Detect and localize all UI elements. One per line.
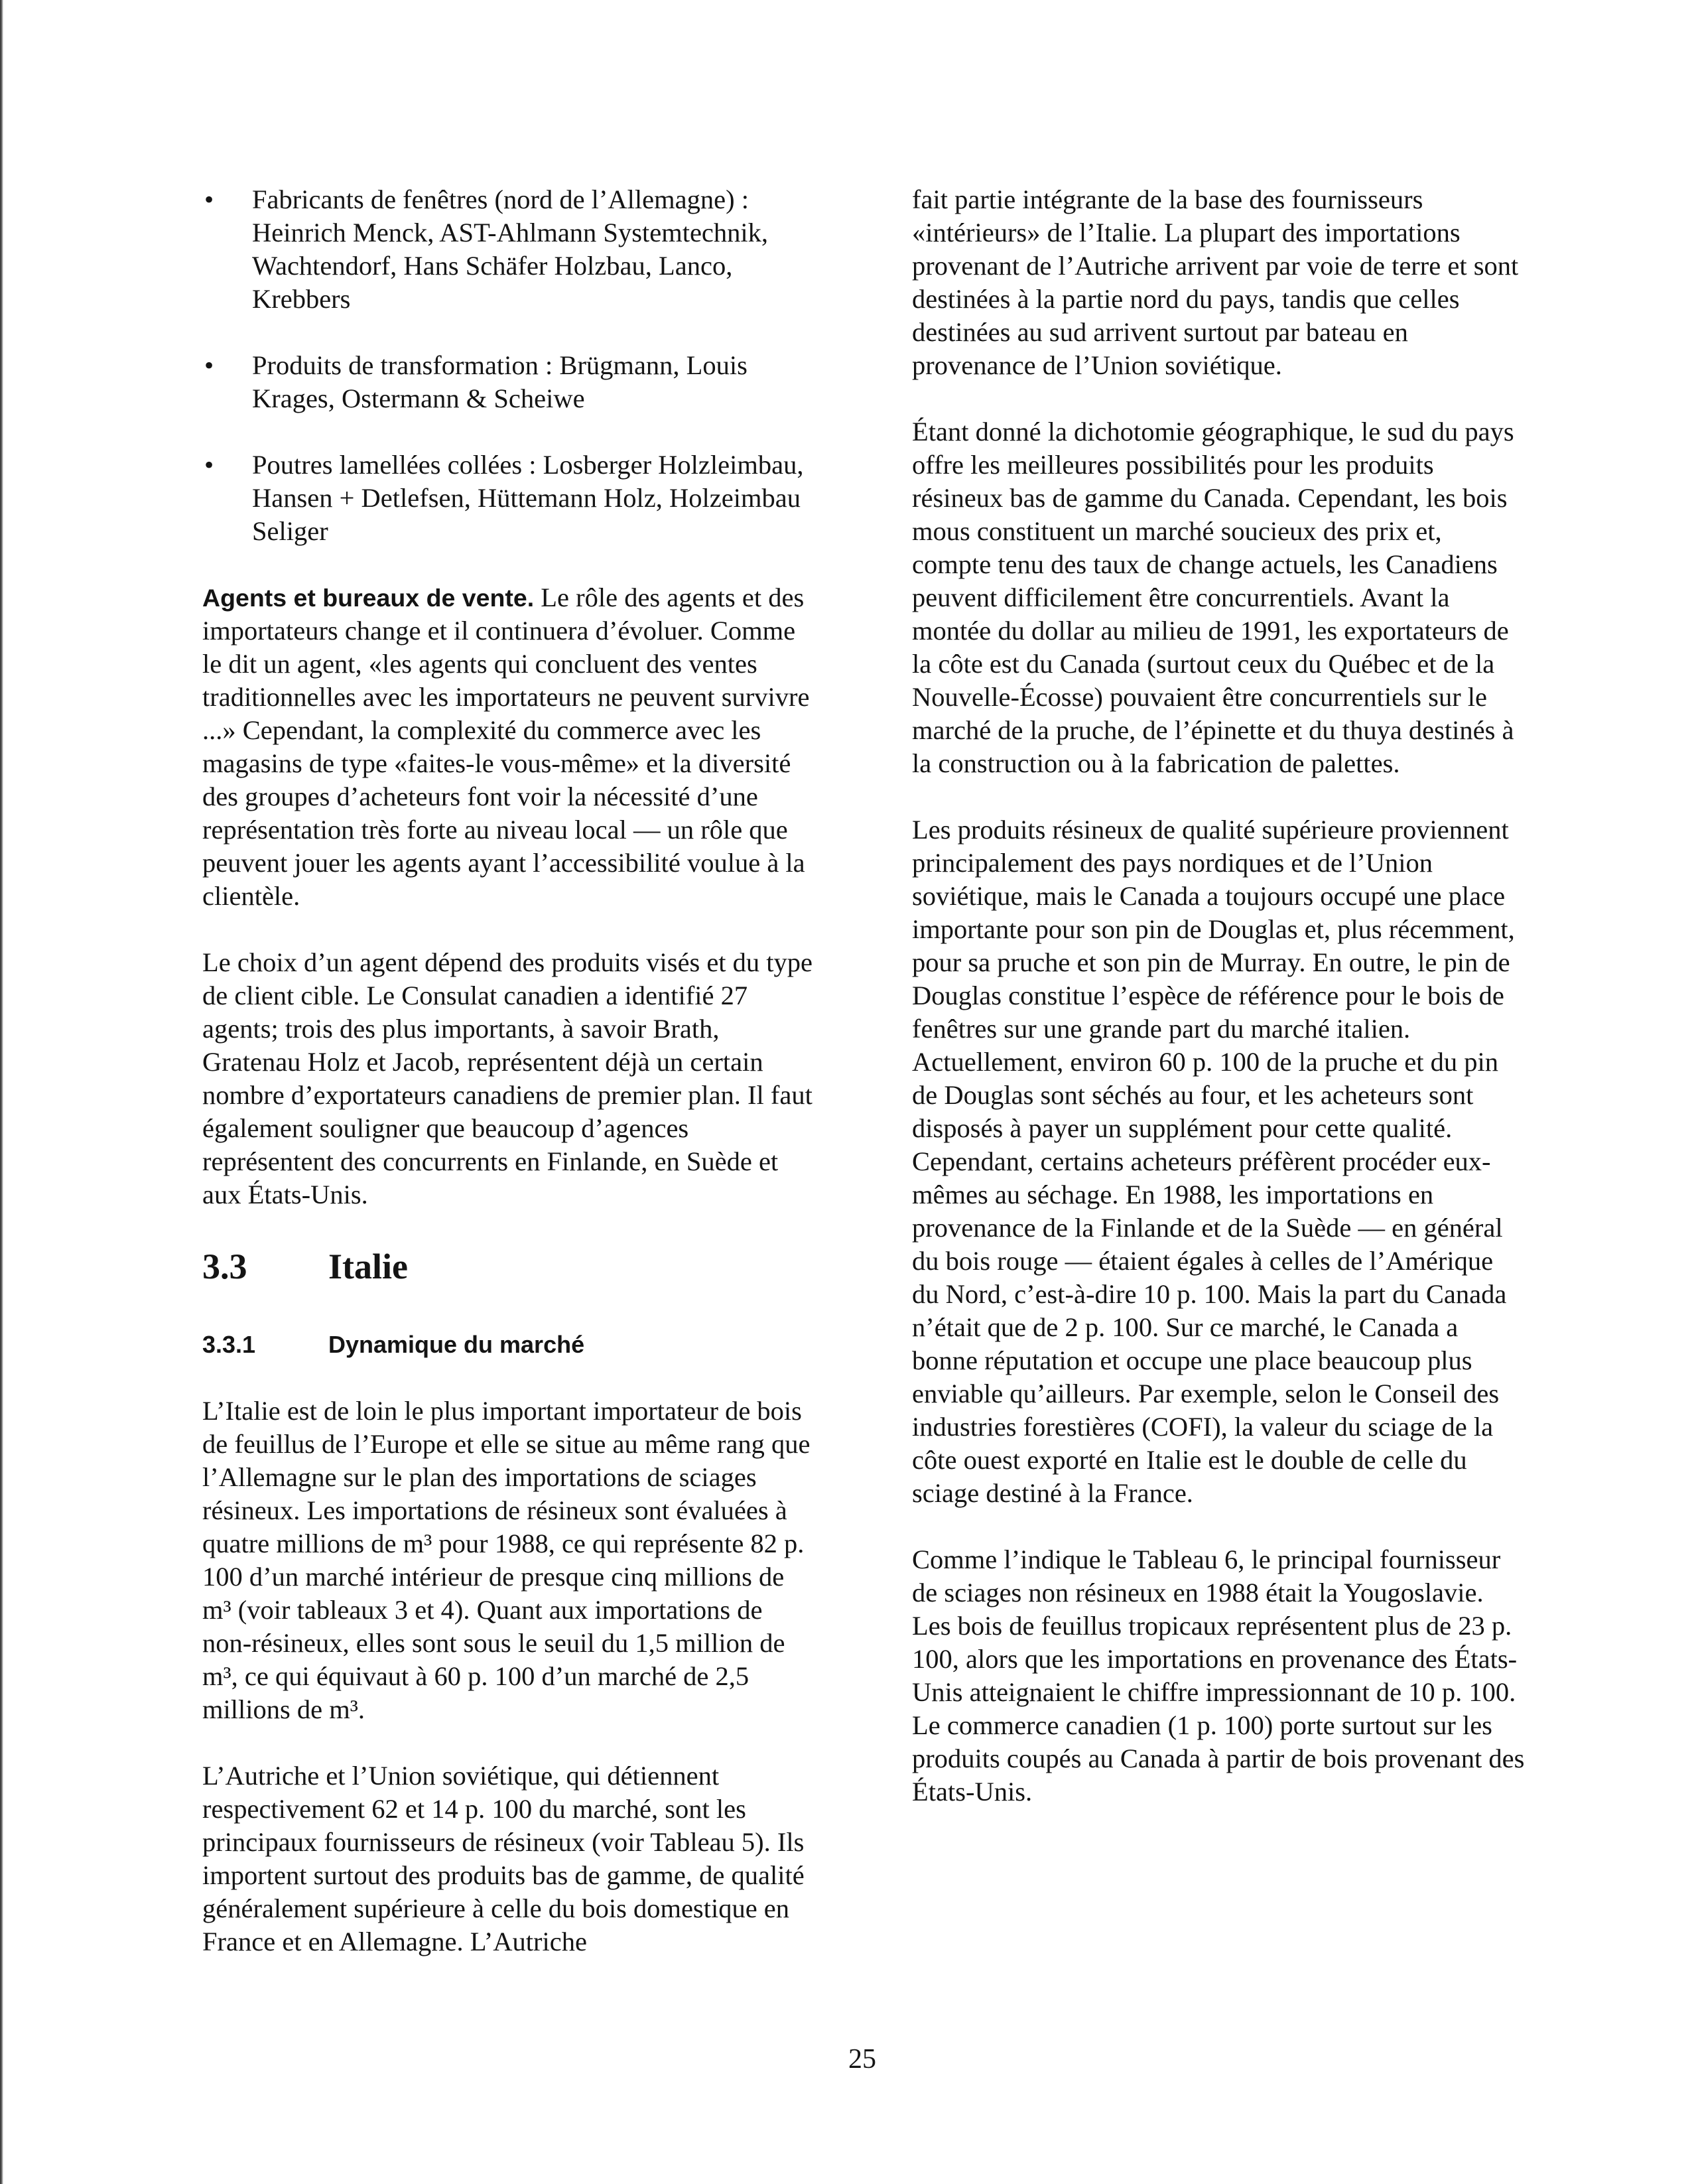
right-paragraph-3: Les produits résineux de qualité supérieure proviennent principalement des pays nordiques et de l’Union soviétique, mais le Canada a toujours occupé une place importante pour son pin de Douglas et, plus récemment, pour sa pruche et son pin de Murray. En outre, le pin de Douglas constitue l’espèce de référence pour le bois de fenêtres sur une grande part du marché italien. Actuellement, environ 60 p. 100 de la pruche et du pin de Douglas sont séchés au four, et les acheteurs sont disposés à payer un supplément pour cette qualité. Cependant, certains acheteurs préfèrent procéder eux-mêmes au séchage. En 1988, les importations en provenance de la Finlande et de la Suède — en général du bois rouge — étaient égales à celles de l’Amérique du Nord, c’est-à-dire 10 p. 100. Mais la part du Canada n’était que de 2 p. 100. Sur ce marché, le Canada a bonne réputation et occupe une place beaucoup plus enviable qu’ailleurs. Par exemple, selon le Conseil des industries forestières (COFI), la valeur du sciage de la côte ouest exporté en Italie est le double de celle du sciage destiné à la France.: [912, 815, 1515, 1508]
agent-choice-paragraph: Le choix d’un agent dépend des produits visés et du type de client cible. Le Consulat canadien a identifié 27 agents; trois des plus importants, à savoir Brath, Gratenau Holz et Jacob, représentent déjà un certain nombre d’exportateurs canadiens de premier plan. Il faut également souligner que beaucoup d’agences représentent des concurrents en Finlande, en Suède et aux États-Unis.: [202, 947, 813, 1209]
subsection-heading: [202, 1328, 816, 1361]
list-item: [202, 349, 816, 415]
section-heading: [202, 1245, 816, 1288]
agents-lead: Agents et bureaux de vente.: [202, 584, 535, 612]
bullet-icon: •: [204, 350, 214, 380]
subsection-title: Dynamique du marché: [328, 1331, 585, 1358]
bullet-icon: •: [204, 184, 214, 214]
italy-paragraph-1: L’Italie est de loin le plus important importateur de bois de feuillus de l’Europe et elle se situe au même rang que l’Allemagne sur le plan des importations de sciages résineux. Les importations de résineux sont évaluées à quatre millions de m³ pour 1988, ce qui représente 82 p. 100 d’un marché intérieur de presque cinq millions de m³ (voir tableaux 3 et 4). Quant aux importations de non-résineux, elles sont sous le seuil du 1,5 million de m³, ce qui équivaut à 60 p. 100 d’un marché de 2,5 millions de m³.: [202, 1396, 811, 1724]
list-item-text: Produits de transformation : Brügmann, Louis Krages, Ostermann & Scheiwe: [252, 350, 748, 413]
supplier-list: [202, 183, 816, 548]
agents-text: Le rôle des agents et des importateurs change et il continuera d’évoluer. Comme le dit un agent, «les agents qui concluent des ventes traditionnelles avec les importateurs ne peuvent survivre ...» Cependant, la complexité du commerce avec les magasins de type «faites-le vous-même» et la diversité des groupes d’acheteurs font voir la nécessité d’une représentation très forte au niveau local — un rôle que peuvent jouer les agents ayant l’accessibilité voulue à la clientèle.: [202, 582, 810, 911]
right-paragraph-4: Comme l’indique le Tableau 6, le principal fournisseur de sciages non résineux en 1988 était la Yougoslavie. Les bois de feuillus tropicaux représentent plus de 23 p. 100, alors que les importations en provenance des États-Unis atteignaient le chiffre impressionnant de 10 p. 100. Le commerce canadien (1 p. 100) porte surtout sur les produits coupés au Canada à partir de bois provenant des États-Unis.: [912, 1544, 1525, 1807]
scan-edge: [0, 0, 3, 2184]
subsection-number: 3.3.1: [202, 1331, 256, 1358]
list-item: [202, 183, 816, 316]
right-paragraph-1: fait partie intégrante de la base des fournisseurs «intérieurs» de l’Italie. La plupart des importations provenant de l’Autriche arrivent par voie de terre et sont destinées à la partie nord du pays, tandis que celles destinées au sud arrivent surtout par bateau en provenance de l’Union soviétique.: [912, 184, 1519, 380]
list-item-text: Poutres lamellées collées : Losberger Holzleimbau, Hansen + Detlefsen, Hüttemann Holz, Holzeimbau Seliger: [252, 450, 804, 546]
right-column: [912, 183, 1526, 1842]
section-number: 3.3: [202, 1247, 247, 1286]
list-item: [202, 448, 816, 548]
list-item-text: Fabricants de fenêtres (nord de l’Allemagne) : Heinrich Menck, AST-Ahlmann Systemtechnik, Wachtendorf, Hans Schäfer Holzbau, Lanco, Krebbers: [252, 184, 769, 314]
italy-paragraph-2: L’Autriche et l’Union soviétique, qui détiennent respectivement 62 et 14 p. 100 du marché, sont les principaux fournisseurs de résineux (voir Tableau 5). Ils importent surtout des produits bas de gamme, de qualité généralement supérieure à celle du bois domestique en France et en Allemagne. L’Autriche: [202, 1761, 805, 1956]
page-number: 25: [848, 2044, 876, 2075]
bullet-icon: •: [204, 450, 214, 480]
left-column: [202, 183, 816, 1992]
right-paragraph-2: Étant donné la dichotomie géographique, le sud du pays offre les meilleures possibilités pour les produits résineux bas de gamme du Canada. Cependant, les bois mous constituent un marché soucieux des prix et, compte tenu des taux de change actuels, les Canadiens peuvent difficilement être concurrentiels. Avant la montée du dollar au milieu de 1991, les exportateurs de la côte est du Canada (surtout ceux du Québec et de la Nouvelle-Écosse) pouvaient être concurrentiels sur le marché de la pruche, de l’épinette et du thuya destinés à la construction ou à la fabrication de palettes.: [912, 417, 1514, 778]
agents-paragraph: [202, 581, 816, 913]
section-title: Italie: [328, 1247, 408, 1286]
